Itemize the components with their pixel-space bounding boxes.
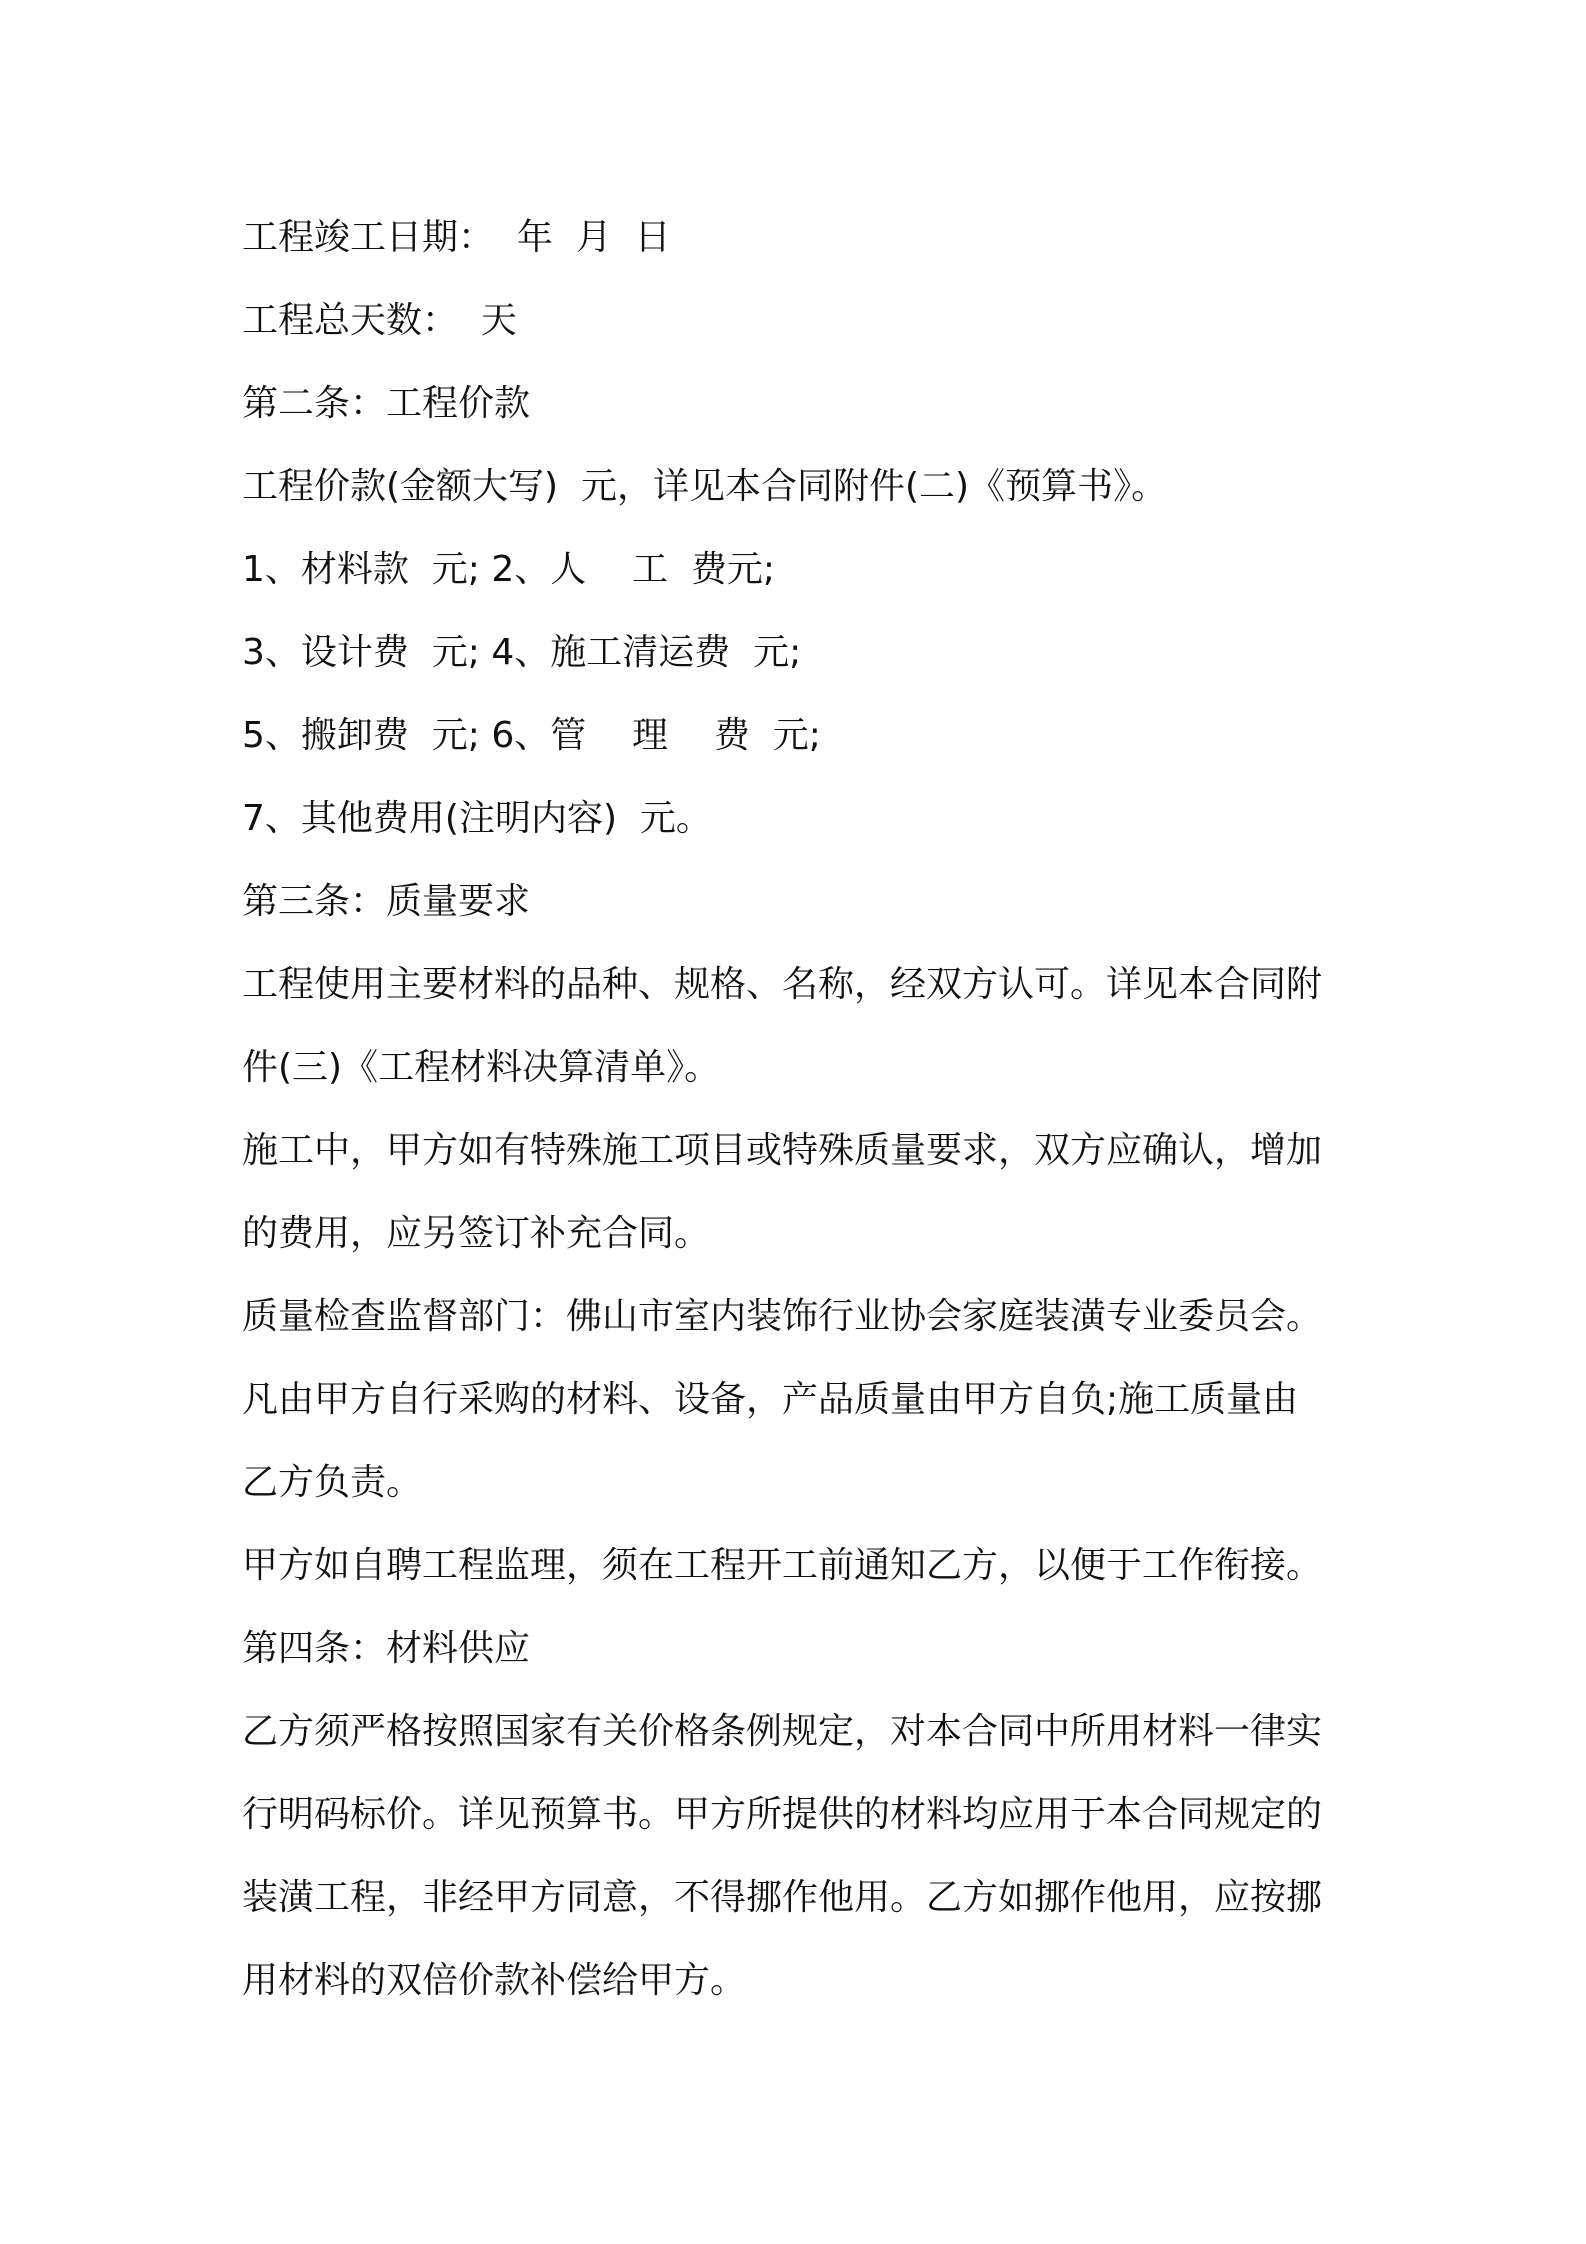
paragraph-line: 甲方如自聘工程监理，须在工程开工前通知乙方，以便于工作衔接。: [242, 1545, 1323, 1586]
paragraph-line: 工程使用主要材料的品种、规格、名称，经双方认可。详见本合同附: [242, 964, 1323, 1005]
article-3-heading: 第三条：质量要求: [242, 881, 531, 922]
paragraph-line: 用材料的双倍价款补偿给甲方。: [242, 1960, 747, 2001]
paragraph-line: 行明码标价。详见预算书。甲方所提供的材料均应用于本合同规定的: [242, 1794, 1323, 1835]
price-item-line-3: 5、搬卸费 元; 6、管 理 费 元;: [242, 715, 821, 756]
paragraph-line: 乙方须严格按照国家有关价格条例规定，对本合同中所用材料一律实: [242, 1711, 1323, 1752]
article-4-heading: 第四条：材料供应: [242, 1628, 531, 1669]
price-item-line-4: 7、其他费用(注明内容) 元。: [242, 798, 712, 839]
paragraph-line: 施工中，甲方如有特殊施工项目或特殊质量要求，双方应确认，增加: [242, 1130, 1323, 1171]
paragraph-line: 乙方负责。: [242, 1462, 423, 1503]
paragraph-line: 件(三)《工程材料决算清单》。: [242, 1047, 721, 1088]
completion-date-line: 工程竣工日期： 年 月 日: [242, 217, 671, 258]
price-item-line-2: 3、设计费 元; 4、施工清运费 元;: [242, 632, 802, 673]
article-2-heading: 第二条：工程价款: [242, 383, 531, 424]
paragraph-line: 凡由甲方自行采购的材料、设备，产品质量由甲方自负;施工质量由: [242, 1379, 1299, 1420]
paragraph-line: 装潢工程，非经甲方同意，不得挪作他用。乙方如挪作他用，应按挪: [242, 1877, 1323, 1918]
document-body: [242, 196, 1362, 2022]
price-amount-line: 工程价款(金额大写) 元，详见本合同附件(二)《预算书》。: [242, 466, 1168, 507]
total-days-line: 工程总天数： 天: [242, 300, 517, 341]
paragraph-line: 质量检查监督部门：佛山市室内装饰行业协会家庭装潢专业委员会。: [242, 1296, 1323, 1337]
price-item-line-1: 1、材料款 元; 2、人 工 费元;: [242, 549, 776, 590]
paragraph-line: 的费用，应另签订补充合同。: [242, 1213, 711, 1254]
